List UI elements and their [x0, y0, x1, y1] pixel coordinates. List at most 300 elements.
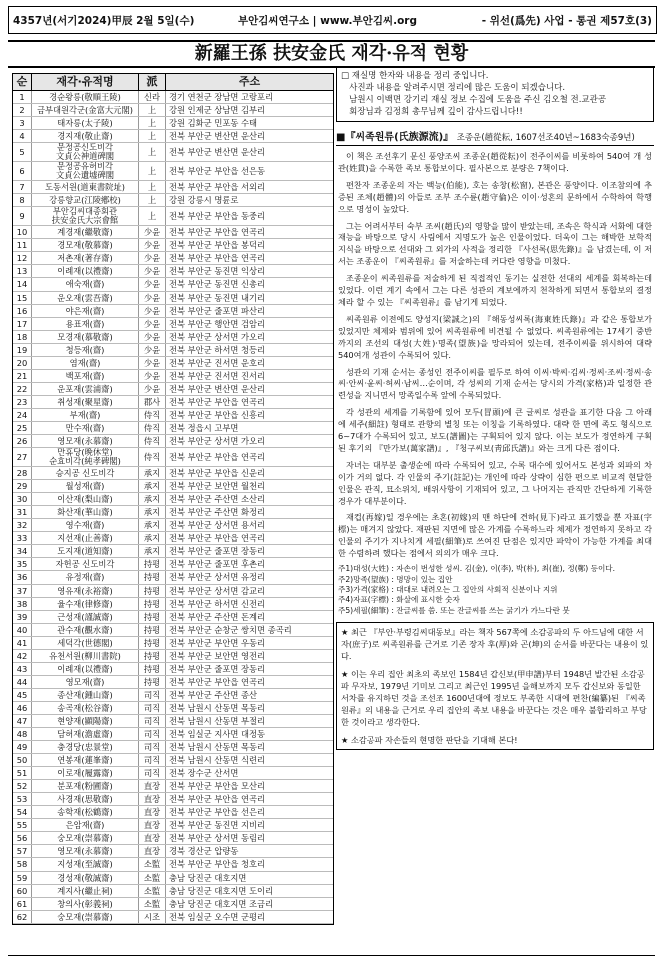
- row-number: 14: [13, 278, 32, 290]
- page-title: 新羅王孫 扶安金氏 재각·유적 현황: [8, 40, 655, 68]
- notice-line: 사진과 내용을 알려주시면 정리에 많은 도움이 되겠습니다.: [341, 83, 566, 93]
- row-number: 13: [13, 265, 32, 277]
- row-address: 전북 남원시 산동면 목동리: [169, 742, 266, 753]
- row-address: 전북 부안군 부안읍 연곡리: [169, 794, 266, 805]
- row-branch: 司직: [139, 754, 166, 766]
- row-branch: 少윤: [139, 239, 166, 251]
- row-name: 이로재(履露齋): [32, 767, 139, 779]
- col-address: 주소: [238, 75, 261, 88]
- row-address: 전북 부안군 줄포면 후촌리: [169, 559, 266, 570]
- table-row: [13, 396, 333, 409]
- row-name: 경순왕릉(敬順王陵): [32, 91, 139, 103]
- row-branch: 侍직: [139, 435, 166, 447]
- table-row: [13, 422, 333, 435]
- row-branch: 上: [139, 194, 166, 206]
- row-name: 사경재(思敬齋): [32, 793, 139, 805]
- footnotes: [338, 564, 652, 616]
- table-row: [13, 207, 333, 226]
- row-number: 23: [13, 396, 32, 408]
- row-name: 취성재(聚星齋): [32, 396, 139, 408]
- row-name: 이례재(以禮齋): [32, 265, 139, 277]
- table-row: [13, 911, 333, 924]
- bottom-rule: [8, 955, 655, 956]
- row-number: 62: [13, 911, 32, 923]
- row-address: 전북 부안군 보안면 영전리: [169, 650, 266, 661]
- table-row: [13, 793, 333, 806]
- row-branch: 承지: [139, 532, 166, 544]
- row-branch: 司직: [139, 728, 166, 740]
- row-number: 33: [13, 532, 32, 544]
- article-paragraph: 씨족원류 이전에도 양성지(梁誠之)의 『해동성씨록(海東姓氏錄)』과 같은 통합보가 있었지만 체제와 범위에 있어 씨족원류에 비견될 수 없었다. 씨족원류에는 17세기 중반까지의 조선의 대성(大姓)·명족(望族)을 망라되어 있는데, 전주이씨를 위시하여 대략 540여개 성관이 수록되어 있다.: [338, 313, 652, 360]
- row-name: 연봉재(蓮峯齋): [32, 754, 139, 766]
- row-number: 7: [13, 181, 32, 193]
- table-row: [13, 832, 333, 845]
- table-row: [13, 252, 333, 265]
- row-number: 27: [13, 448, 32, 466]
- table-row: [13, 480, 333, 493]
- notice-line: 회장님과 김정희 총무님께 깊이 감사드립니다!!: [341, 107, 523, 117]
- row-name: 영모재(齋): [32, 676, 139, 688]
- row-branch: 持평: [139, 611, 166, 623]
- row-number: 34: [13, 545, 32, 557]
- row-number: 49: [13, 741, 32, 753]
- table-row: [13, 532, 333, 545]
- row-address: 전북 부안군 상서면 용서리: [169, 520, 266, 531]
- row-address: 전북 부안군 주산면 소산리: [169, 494, 266, 505]
- table-row: [13, 885, 333, 898]
- row-address: 전북 부안군 동진면 신총리: [169, 279, 266, 290]
- row-branch: 上: [139, 104, 166, 116]
- table-row: [13, 702, 333, 715]
- row-branch: 承지: [139, 506, 166, 518]
- row-number: 18: [13, 331, 32, 343]
- table-row: [13, 467, 333, 480]
- row-name: 숭모재(崇慕齋): [32, 832, 139, 844]
- row-name: 염재(齋): [32, 357, 139, 369]
- row-address: 전북 부안군 부안면 우동리: [169, 637, 266, 648]
- row-name: 도동서원(道東書院址): [32, 181, 139, 193]
- row-number: 25: [13, 422, 32, 434]
- row-number: 21: [13, 370, 32, 382]
- row-name: 송학재(松鶴齋): [32, 806, 139, 818]
- row-number: 48: [13, 728, 32, 740]
- table-row: [13, 689, 333, 702]
- row-name: 이례재(以禮齋): [32, 663, 139, 675]
- row-name: 계경재(繼敬齋): [32, 226, 139, 238]
- table-row: [13, 162, 333, 181]
- row-name: 충경당(忠景堂): [32, 741, 139, 753]
- row-branch: 少윤: [139, 357, 166, 369]
- row-branch: 司직: [139, 689, 166, 701]
- article-paragraph: 재컵(再嫁)일 경우에는 초혼(初嫁)의 맨 하단에 견하(見下)라고 표기했을 뿐 자표(字標)는 매겨지 않았다. 재판된 지면에 많은 가계를 수록하느라 체제가 정연하지 못하고 각 인물의 주기가 지나치게 세필(細筆)로 쓰여진 단점은 있지만 파악이 가능한 가계를 최대한 수렴하려 했다는 점에서 의의가 매우 크다.: [338, 512, 652, 559]
- row-name: 화산재(華山齋): [32, 506, 139, 518]
- row-address: 전북 부안군 주산면 돈계리: [169, 611, 266, 622]
- table-row: [13, 598, 333, 611]
- table-row: [13, 858, 333, 871]
- row-name: 월성재(齋): [32, 480, 139, 492]
- row-name: 계지사(繼止祠): [32, 885, 139, 897]
- remark: ★ 이는 우리 집안 최초의 족보인 1584년 갑신보(甲申譜)부터 1948년 발간된 소감공파 무자보, 1979년 기미보 그리고 최근인 1995년 을해보까지 모두 갑신보와 동일한 서차를 유지하던 것을 조선조 1600년대에 정보도 부족한 시대에 편찬(編纂)된 『씨족원류』의 내용을 근거로 우리 집안의 족보 내용을 바꾼다는 것은 매우 불합리하고 부당한 것이라고 생각한다.: [341, 669, 647, 728]
- row-branch: 上: [139, 143, 166, 161]
- row-address: 전북 부안군 부안읍 서외리: [169, 182, 266, 193]
- row-branch: 持평: [139, 558, 166, 570]
- row-address: 전북 부안군 진서면 운호리: [169, 357, 266, 368]
- row-number: 59: [13, 872, 32, 884]
- row-name: 만휴당(晩休堂) 순효비각(純孝碑閣): [32, 448, 139, 466]
- row-branch: 少윤: [139, 331, 166, 343]
- table-row: [13, 194, 333, 207]
- row-number: 45: [13, 689, 32, 701]
- row-address: 전북 부안군 동진면 지비리: [169, 820, 266, 831]
- row-number: 10: [13, 226, 32, 238]
- row-address: 전북 부안군 상서면 유정리: [169, 572, 266, 583]
- row-name: 금부대원각군(金富大元閣): [32, 104, 139, 116]
- row-branch: 少윤: [139, 370, 166, 382]
- row-name: 경지재(敬止齋): [32, 130, 139, 142]
- row-address: 전북 부안군 보안면 월천리: [169, 481, 266, 492]
- table-row: [13, 845, 333, 858]
- row-name: 운오재(雲吾齋): [32, 292, 139, 304]
- row-address: 전북 부안군 부안읍 선은동: [169, 166, 266, 177]
- row-number: 3: [13, 117, 32, 129]
- table-row: [13, 435, 333, 448]
- row-name: 근성재(謹誠齋): [32, 611, 139, 623]
- row-branch: 承지: [139, 545, 166, 557]
- table-row: [13, 754, 333, 767]
- row-number: 35: [13, 558, 32, 570]
- row-name: 경성재(敬誠齋): [32, 872, 139, 884]
- row-address: 전북 부안군 부안읍 연곡리: [169, 253, 266, 264]
- row-number: 8: [13, 194, 32, 206]
- row-number: 20: [13, 357, 32, 369]
- row-branch: 少윤: [139, 318, 166, 330]
- row-branch: 侍직: [139, 448, 166, 466]
- row-address: 충남 당진군 대호지면: [169, 872, 247, 883]
- row-name: 모경재(慕敬齋): [32, 331, 139, 343]
- table-row: [13, 143, 333, 162]
- row-address: 전북 임실군 오수면 군평리: [169, 911, 266, 922]
- table-row: [13, 715, 333, 728]
- row-address: 전북 부안군 행안면 검암리: [169, 318, 266, 329]
- row-name: 저촌재(著存齋): [32, 252, 139, 264]
- row-address: 충남 당진군 대호지면 도이리: [169, 885, 274, 896]
- row-address: 전북 정읍시 고부면: [169, 422, 239, 433]
- row-branch: 신라: [139, 91, 166, 103]
- table-row: [13, 278, 333, 291]
- table-row: [13, 318, 333, 331]
- table-row: [13, 650, 333, 663]
- footnote: 주4)자표(字標) : 화살에 표시한 숫자: [338, 595, 460, 605]
- row-name: 용표재(齋): [32, 318, 139, 330]
- table-row: [13, 571, 333, 584]
- row-address: 전북 부안군 부안읍 연곡리: [169, 396, 266, 407]
- remark: ★ 소감공파 자손들의 현명한 판단을 기대해 본다!: [341, 735, 518, 746]
- row-number: 19: [13, 344, 32, 356]
- table-row: [13, 637, 333, 650]
- row-name: 운포재(雲浦齋): [32, 383, 139, 395]
- table-row: [13, 265, 333, 278]
- row-branch: 少윤: [139, 226, 166, 238]
- article-paragraph: 각 성관의 세계를 기록함에 있어 모두(冒頭)에 큰 글씨로 성관을 표기한 다음 그 아래에 세주(細註) 형태로 관향의 별칭 또는 이칭을 기록하였다. 대략 한 면에 족도 형식으로 6~7대가 수록되어 있고, 보도(譜圖)는 구획되어 있지 않다. 이는 보도가 정연하게 구획된 후기의 『만가보(萬家譜)』, 『청구씨보(靑邱氏譜)』와는 크게 다른 점이다.: [338, 407, 652, 453]
- row-name: 청등재(齋): [32, 344, 139, 356]
- table-row: [13, 741, 333, 754]
- row-number: 53: [13, 793, 32, 805]
- row-number: 37: [13, 585, 32, 597]
- row-name: 종산재(鍾山齋): [32, 689, 139, 701]
- row-name: 현양재(顯陽齋): [32, 715, 139, 727]
- section-subtitle: 조종운(趙從耘, 1607선조40년~1683숙종9년): [456, 133, 635, 143]
- article-paragraph: 조종운이 씨족원류를 저술하게 된 직접적인 동기는 실전한 선대의 세계를 회복하는데 있었다. 이런 계기 속에서 그는 다른 성관의 계보에까지 천착하게 되면서 통합보의 결정체라 할 수 있는 『씨족원류』를 남기게 되었다.: [338, 273, 652, 307]
- col-branch: 派: [139, 74, 166, 90]
- row-number: 30: [13, 493, 32, 505]
- row-branch: 侍직: [139, 409, 166, 421]
- row-address: 전북 부안군 동진면 내기리: [169, 292, 266, 303]
- table-row: [13, 130, 333, 143]
- row-number: 38: [13, 598, 32, 610]
- row-address: 전북 부안군 부안읍 연곡리: [169, 227, 266, 238]
- row-branch: 소監: [139, 858, 166, 870]
- row-number: 54: [13, 806, 32, 818]
- row-branch: 少윤: [139, 292, 166, 304]
- row-name: 세덕각(世德閣): [32, 637, 139, 649]
- row-name: 지성재(至誠齋): [32, 858, 139, 870]
- row-address: 전북 부안군 하서면 청등리: [169, 344, 266, 355]
- row-branch: 少윤: [139, 252, 166, 264]
- table-row: [13, 611, 333, 624]
- row-address: 전북 부안군 부안읍 신운리: [169, 468, 266, 479]
- row-name: 숭모재(崇慕齋): [32, 911, 139, 923]
- row-address: 전북 부안군 상서면 동림리: [169, 833, 266, 844]
- table-row: [13, 357, 333, 370]
- row-address: 전북 부안군 상서면 가오리: [169, 436, 266, 447]
- row-name: 강릉향교(江陵鄕校): [32, 194, 139, 206]
- row-number: 56: [13, 832, 32, 844]
- row-number: 1: [13, 91, 32, 103]
- row-address: 전북 부안군 부안읍 봉덕리: [169, 240, 266, 251]
- article-paragraph: 성관의 기재 순서는 종성인 전주이씨를 필두로 하여 이씨·박씨·김씨·정씨·조씨·정씨·송씨·안씨·윤씨·허씨·남씨…순이며, 각 성씨의 기재 순서는 당시의 가격(家格)과 일정한 관련성을 지니면서 망족일수록 앞에 수록되었다.: [338, 366, 652, 401]
- row-address: 전북 부안군 줄포면 장동리: [169, 663, 266, 674]
- header-publisher: 부안김씨연구소 | www.부안김씨.org: [237, 14, 418, 27]
- row-address: 전북 부안군 부안읍 모산리: [169, 781, 266, 792]
- row-name: 유천서원(柳川書院): [32, 650, 139, 662]
- row-address: 충남 당진군 대호지면 조금리: [169, 898, 274, 909]
- row-number: 41: [13, 637, 32, 649]
- row-address: 경기 연천군 장남면 고랑포리: [169, 92, 274, 102]
- row-name: 율수재(律修齋): [32, 598, 139, 610]
- table-row: [13, 519, 333, 532]
- article-paragraph: 편찬자 조종운의 자는 백능(伯能), 호는 송창(松窗), 본관은 풍양이다. 이조참의에 추증된 조체(趙體)의 아들로 조부 조수륜(趙守倫)은 이이·성혼의 문하에서 수학하여 학행으로 명성이 높았다.: [338, 179, 652, 214]
- section-title: ■『씨족원류(氏族源流)』: [336, 132, 454, 143]
- table-row: [13, 104, 333, 117]
- row-address: 전북 부안군 줄포면 장동리: [169, 546, 266, 557]
- row-number: 28: [13, 467, 32, 479]
- row-branch: 持평: [139, 624, 166, 636]
- row-name: 영유재(永裕齋): [32, 585, 139, 597]
- row-number: 52: [13, 780, 32, 792]
- table-row: [13, 676, 333, 689]
- row-number: 11: [13, 239, 32, 251]
- row-address: 전북 부안군 변산면 운산리: [169, 147, 266, 158]
- notice-box: [336, 66, 654, 122]
- table-row: [13, 370, 333, 383]
- row-branch: 上: [139, 207, 166, 225]
- row-address: 전북 부안군 변산면 운산리: [169, 131, 266, 142]
- header-date: 4357년(서기2024)甲辰 2월 5일(수): [13, 14, 195, 27]
- row-branch: 少윤: [139, 265, 166, 277]
- table-row: [13, 383, 333, 396]
- table-row: [13, 624, 333, 637]
- row-branch: 持평: [139, 676, 166, 688]
- table-row: [13, 331, 333, 344]
- row-name: 자헌공 신도비각: [32, 558, 139, 570]
- row-number: 42: [13, 650, 32, 662]
- table-row: [13, 292, 333, 305]
- row-name: 영수재(齋): [32, 519, 139, 531]
- table-row: [13, 448, 333, 467]
- row-number: 26: [13, 435, 32, 447]
- row-name: 영모재(永慕齋): [32, 435, 139, 447]
- row-branch: 시조: [139, 911, 166, 923]
- row-branch: 上: [139, 117, 166, 129]
- row-name: 담허재(澹虛齋): [32, 728, 139, 740]
- notice-line: □ 재실명 한자와 내용을 정리 중입니다.: [341, 71, 489, 81]
- row-name: 문정공유허비각 文貞公遺墟碑閣: [32, 162, 139, 180]
- table-row: [13, 344, 333, 357]
- row-name: 은암재(齋): [32, 819, 139, 831]
- row-branch: 直장: [139, 832, 166, 844]
- row-address: 전북 남원시 산동면 식련리: [169, 755, 266, 766]
- row-name: 창의사(彰義祠): [32, 898, 139, 910]
- table-row: [13, 493, 333, 506]
- table-row: [13, 226, 333, 239]
- row-branch: 少윤: [139, 278, 166, 290]
- row-number: 46: [13, 702, 32, 714]
- table-row: [13, 545, 333, 558]
- row-name: 승지공 신도비각: [32, 467, 139, 479]
- row-name: 영모재(永慕齋): [32, 845, 139, 857]
- row-number: 16: [13, 305, 32, 317]
- header-issue: - 위선(爲先) 사업 - 통권 제57호(3): [481, 14, 652, 27]
- row-address: 전북 부안군 부안읍 동중리: [169, 211, 266, 222]
- row-branch: 司직: [139, 702, 166, 714]
- row-branch: 持평: [139, 650, 166, 662]
- row-number: 32: [13, 519, 32, 531]
- row-name: 도지재(道知齋): [32, 545, 139, 557]
- row-address: 전북 임실군 지사면 대정동: [169, 729, 266, 740]
- row-branch: 侍직: [139, 422, 166, 434]
- row-address: 전북 부안군 부안읍 신흥리: [169, 409, 266, 420]
- row-name: 야은재(齋): [32, 305, 139, 317]
- row-address: 전북 부안군 순창군 쌍치면 종곡리: [169, 624, 292, 635]
- row-branch: 上: [139, 181, 166, 193]
- row-name: 관수재(觀水齋): [32, 624, 139, 636]
- table-row: [13, 898, 333, 911]
- row-branch: 司직: [139, 741, 166, 753]
- row-number: 51: [13, 767, 32, 779]
- row-number: 31: [13, 506, 32, 518]
- row-address: 전북 부안군 주산면 화정리: [169, 507, 266, 518]
- row-branch: 司직: [139, 767, 166, 779]
- row-name: 이산재(梨山齋): [32, 493, 139, 505]
- row-branch: 直장: [139, 780, 166, 792]
- table-row: [13, 767, 333, 780]
- row-branch: 承지: [139, 519, 166, 531]
- row-address: 전북 부안군 부안읍 청호리: [169, 859, 266, 870]
- row-number: 43: [13, 663, 32, 675]
- row-address: 전북 부안군 변산면 운산리: [169, 383, 266, 394]
- row-number: 24: [13, 409, 32, 421]
- table-row: [13, 780, 333, 793]
- row-name: 지선재(止善齋): [32, 532, 139, 544]
- row-address: 강원 강릉시 명륜로: [169, 195, 239, 206]
- row-address: 전북 부안군 부안읍 연곡리: [169, 676, 266, 687]
- row-address: 전북 부안군 상서면 감교리: [169, 585, 266, 596]
- row-branch: 直장: [139, 819, 166, 831]
- section-heading: [336, 128, 654, 146]
- row-number: 5: [13, 143, 32, 161]
- row-address: 전북 부안군 줄포면 파산리: [169, 305, 266, 316]
- table-row: [13, 728, 333, 741]
- row-number: 22: [13, 383, 32, 395]
- article-column: [336, 66, 654, 750]
- row-number: 57: [13, 845, 32, 857]
- row-address: 전북 부안군 동진면 익상리: [169, 266, 266, 277]
- col-number: 순: [13, 74, 32, 90]
- row-branch: 持평: [139, 598, 166, 610]
- row-number: 44: [13, 676, 32, 688]
- row-number: 6: [13, 162, 32, 180]
- row-number: 50: [13, 754, 32, 766]
- row-branch: 直장: [139, 845, 166, 857]
- footnote: 주2)망족(望族) : 명망이 있는 집안: [338, 574, 453, 584]
- row-branch: 持평: [139, 571, 166, 583]
- table-row: [13, 806, 333, 819]
- row-address: 전북 남원시 산동면 목동리: [169, 702, 266, 713]
- row-number: 29: [13, 480, 32, 492]
- col-name: 재각·유적명: [32, 74, 139, 90]
- row-number: 40: [13, 624, 32, 636]
- row-number: 12: [13, 252, 32, 264]
- remark: ★ 최근 『부안·부령김씨대동보』라는 책자 567쪽에 소감공파의 두 아드님에 대한 서자(庶子)로 씨족원류를 근거로 기존 장자 후(厚)와 곤(坤)의 순서를 바꾼다는 내용이 있다.: [341, 627, 649, 662]
- row-number: 4: [13, 130, 32, 142]
- article-body: [336, 151, 654, 560]
- row-name: 분포재(粉圃齋): [32, 780, 139, 792]
- table-row: [13, 819, 333, 832]
- article-paragraph: 자녀는 대부분 출생순에 따라 수록되어 있고, 수록 대수에 있어서도 본성과 외파의 차이가 거의 없다. 각 인물의 주기(註記)는 개인에 따라 상략이 심한 편으로 비교적 현달한 인물은 관직, 묘소위치, 배위사항이 기재되어 있고, 그 나머지는 관직만 간단하게 기록한 경우가 대부분이다.: [338, 459, 652, 506]
- table-row: [13, 117, 333, 130]
- table-body: [13, 91, 333, 924]
- relic-table: [12, 73, 334, 925]
- row-branch: 소監: [139, 885, 166, 897]
- row-address: 전북 부안군 주산면 종산: [169, 689, 258, 700]
- row-number: 60: [13, 885, 32, 897]
- row-address: 경북 경산군 압량동: [169, 846, 239, 857]
- row-branch: 直장: [139, 793, 166, 805]
- row-branch: 少윤: [139, 383, 166, 395]
- table-row: [13, 91, 333, 104]
- row-name: 부재(齋): [32, 409, 139, 421]
- page-header: [8, 6, 657, 34]
- table-row: [13, 872, 333, 885]
- row-branch: 持평: [139, 585, 166, 597]
- row-number: 39: [13, 611, 32, 623]
- row-number: 55: [13, 819, 32, 831]
- row-name: 애숙재(齋): [32, 278, 139, 290]
- row-branch: 承지: [139, 493, 166, 505]
- row-number: 47: [13, 715, 32, 727]
- row-branch: 소監: [139, 872, 166, 884]
- row-address: 강원 인제군 상남면 김부리: [169, 105, 266, 116]
